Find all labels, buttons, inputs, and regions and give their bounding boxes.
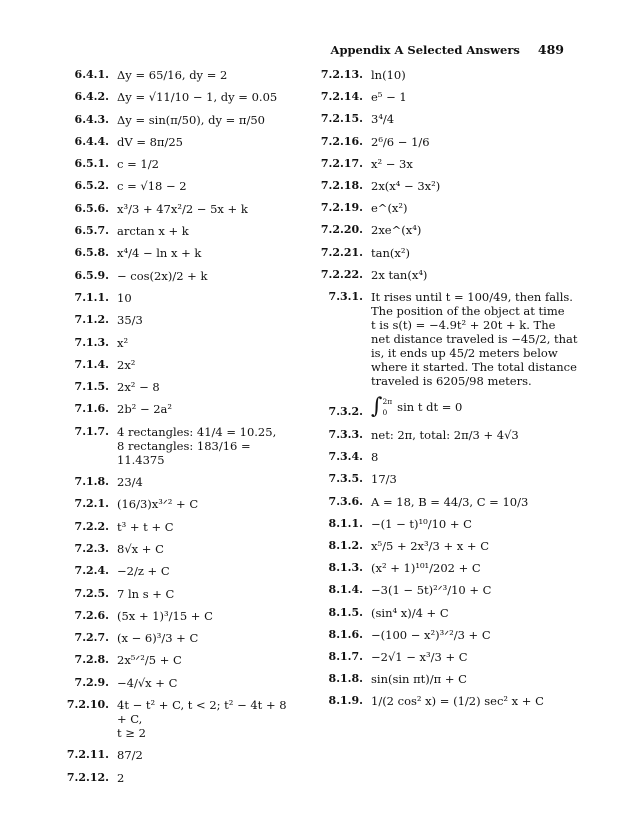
- answer-number: 6.4.2.: [74, 90, 109, 104]
- answer-text: [371, 68, 588, 82]
- answer-text: [117, 748, 294, 762]
- answer-number: 8.1.7.: [328, 649, 363, 663]
- answer-line: −(100 − x²)³ᐟ²/3 + C: [371, 627, 491, 642]
- answer-entry: [46, 653, 294, 667]
- answer-number: 6.5.7.: [74, 224, 109, 238]
- answer-line: tan(x²): [371, 245, 410, 260]
- integral-lower-limit: 0: [382, 408, 388, 418]
- answer-entry: [300, 223, 588, 237]
- answer-entry: [46, 587, 294, 601]
- answer-number: 7.1.4.: [74, 357, 109, 371]
- answer-line: sin(sin πt)/π + C: [371, 672, 467, 687]
- answer-entry: [300, 157, 588, 171]
- answer-line: where it started. The total distance: [371, 359, 577, 374]
- answer-number: 7.3.5.: [328, 472, 363, 486]
- answer-entry: [46, 425, 294, 467]
- answer-number: 7.2.16.: [320, 134, 363, 148]
- answer-entry: [46, 68, 294, 82]
- answer-text: [117, 336, 294, 350]
- answer-number: 6.4.4.: [74, 134, 109, 148]
- answer-line: (sin⁴ x)/4 + C: [371, 605, 449, 620]
- answer-text: [371, 157, 588, 171]
- answer-line: is, it ends up 45/2 meters below: [371, 345, 558, 360]
- answer-number: 8.1.9.: [328, 694, 363, 708]
- answer-text: [117, 113, 294, 127]
- answer-number: 7.1.7.: [74, 424, 109, 438]
- answer-text: [117, 313, 294, 327]
- answer-line: 3⁴/4: [371, 112, 395, 127]
- answer-line: Δy = sin(π/50), dy = π/50: [117, 112, 265, 127]
- answer-text: [371, 606, 588, 620]
- answer-line: x⁵/5 + 2x³/3 + x + C: [371, 539, 490, 553]
- answer-line: 2x(x⁴ − 3x²): [371, 178, 441, 193]
- answer-line: 23/4: [117, 475, 143, 490]
- answer-text: [117, 157, 294, 171]
- answer-entry-integral: [300, 396, 588, 419]
- answer-text: [371, 672, 588, 686]
- answer-entry: [300, 428, 588, 442]
- answer-entry: [46, 380, 294, 394]
- answer-text: [371, 472, 588, 486]
- answer-number: 7.2.5.: [74, 586, 109, 600]
- answer-text: [371, 246, 588, 260]
- answer-number: 7.2.11.: [66, 748, 109, 762]
- answer-line: x²: [117, 335, 129, 350]
- answer-line: 8 rectangles: 183/16 = 11.4375: [117, 438, 251, 467]
- answer-text: [117, 698, 294, 740]
- answer-line: t is s(t) = −4.9t² + 20t + k. The: [371, 317, 556, 332]
- answer-line: The position of the object at time: [371, 303, 565, 318]
- answer-line: x² − 3x: [371, 156, 413, 171]
- answer-entry: [300, 179, 588, 193]
- answer-line: −2/z + C: [117, 564, 170, 579]
- answer-entry: [46, 313, 294, 327]
- answer-text: [371, 268, 588, 282]
- answer-text: [117, 224, 294, 238]
- answer-number: 7.2.12.: [66, 770, 109, 784]
- answer-entry: [46, 90, 294, 104]
- answer-number: 7.2.14.: [320, 90, 363, 104]
- answer-text: [371, 396, 588, 418]
- answer-number: 7.2.7.: [74, 631, 109, 645]
- answer-entry: [46, 497, 294, 511]
- answer-line: (x² + 1)¹⁰¹/202 + C: [371, 561, 481, 576]
- answer-number: 7.2.4.: [74, 564, 109, 578]
- answer-entry: [300, 539, 588, 553]
- answer-entry: [46, 698, 294, 740]
- page-header: [331, 42, 564, 57]
- answer-text: [117, 520, 294, 534]
- answer-entry: [300, 90, 588, 104]
- answer-number: 7.1.3.: [74, 335, 109, 349]
- answer-entry: [300, 517, 588, 531]
- answer-line: net distance traveled is −45/2, that: [371, 331, 578, 346]
- answer-number: 7.1.2.: [74, 313, 109, 327]
- answer-number: 6.5.9.: [74, 268, 109, 282]
- answer-line: t³ + t + C: [117, 519, 174, 534]
- answer-entry: [46, 246, 294, 260]
- answer-entry: [46, 157, 294, 171]
- answer-entry: [300, 472, 588, 486]
- answer-text: [117, 631, 294, 645]
- answer-text: [117, 425, 294, 467]
- answer-text: [117, 179, 294, 193]
- answer-line: x³/3 + 47x²/2 − 5x + k: [117, 201, 248, 216]
- answer-number: 6.4.3.: [74, 112, 109, 126]
- answer-text: [371, 517, 588, 531]
- answer-number: 6.5.8.: [74, 246, 109, 260]
- answer-line: 2⁶/6 − 1/6: [371, 134, 430, 149]
- answer-entry: [46, 113, 294, 127]
- answer-entry: [46, 179, 294, 193]
- answer-line: (x − 6)³/3 + C: [117, 631, 199, 646]
- answer-entry: [300, 135, 588, 149]
- answer-number: 7.3.1.: [328, 289, 363, 303]
- answer-number: 7.2.3.: [74, 541, 109, 555]
- answer-entry: [46, 676, 294, 690]
- answer-line: (16/3)x³ᐟ² + C: [117, 497, 199, 512]
- answer-number: 8.1.6.: [328, 627, 363, 641]
- answer-line: 8√x + C: [117, 541, 164, 556]
- answer-number: 6.5.2.: [74, 179, 109, 193]
- answer-line: 2x² − 8: [117, 380, 160, 395]
- answer-number: 7.3.4.: [328, 450, 363, 464]
- answer-text: [117, 497, 294, 511]
- answer-text: [371, 561, 588, 575]
- answer-text: [117, 587, 294, 601]
- answer-text: [371, 539, 588, 553]
- answer-number: 7.3.2.: [328, 405, 363, 419]
- answer-text: [371, 495, 588, 509]
- answer-line: 10: [117, 290, 132, 305]
- answer-line: 2x tan(x⁴): [371, 267, 428, 282]
- answer-entry: [46, 135, 294, 149]
- answer-line: arctan x + k: [117, 224, 189, 239]
- answer-number: 7.2.22.: [320, 267, 363, 281]
- answer-line: t ≥ 2: [117, 726, 146, 741]
- answer-entry: [46, 609, 294, 623]
- answer-entry: [46, 224, 294, 238]
- answer-entry: [46, 358, 294, 372]
- answer-text: [117, 135, 294, 149]
- right-answer-list-bottom: [300, 428, 588, 708]
- answer-number: 7.2.19.: [320, 201, 363, 215]
- answer-text: [371, 290, 588, 388]
- answer-text: [371, 450, 588, 464]
- answer-entry: [300, 672, 588, 686]
- answer-entry: [300, 628, 588, 642]
- answer-line: c = √18 − 2: [117, 179, 187, 194]
- answer-line: e⁵ − 1: [371, 90, 407, 105]
- answer-number: 7.2.2.: [74, 519, 109, 533]
- answer-line: 35/3: [117, 313, 143, 328]
- answer-text: [371, 694, 588, 708]
- answer-line: 8: [371, 450, 379, 465]
- answer-line: 7 ln s + C: [117, 586, 175, 601]
- answer-line: x⁴/4 − ln x + k: [117, 246, 202, 261]
- answer-line: 4t − t² + C, t < 2; t² − 4t + 8 + C,: [117, 698, 287, 727]
- answer-entry: [300, 450, 588, 464]
- answer-entry: [46, 542, 294, 556]
- integral-sign: ∫: [371, 394, 383, 420]
- answer-line: traveled is 6205/98 meters.: [371, 373, 532, 388]
- answer-text: [371, 112, 588, 126]
- answer-text: [117, 609, 294, 623]
- answer-text: [117, 475, 294, 489]
- answer-line: (5x + 1)³/15 + C: [117, 608, 213, 623]
- answer-entry: [46, 402, 294, 416]
- answer-entry: [300, 268, 588, 282]
- integral-upper-limit: 2π: [382, 397, 393, 407]
- answer-text: [117, 676, 294, 690]
- answer-number: 7.2.18.: [320, 178, 363, 192]
- answer-line: 87/2: [117, 748, 143, 763]
- answer-text: [117, 269, 294, 283]
- answer-line: e^(x²): [371, 201, 408, 216]
- answer-number: 8.1.5.: [328, 605, 363, 619]
- answer-entry: [46, 748, 294, 762]
- answer-number: 7.2.15.: [320, 112, 363, 126]
- answer-entry: [300, 290, 588, 388]
- answer-text: [117, 246, 294, 260]
- answer-text: [117, 291, 294, 305]
- answer-text: [371, 135, 588, 149]
- answer-entry: [300, 606, 588, 620]
- answer-number: 7.2.21.: [320, 245, 363, 259]
- answer-number: 7.2.1.: [74, 497, 109, 511]
- answer-line: −(1 − t)¹⁰/10 + C: [371, 516, 472, 531]
- page-number: 489: [537, 42, 564, 57]
- answer-number: 7.2.9.: [74, 675, 109, 689]
- answer-entry: [300, 650, 588, 664]
- answer-entry: [46, 475, 294, 489]
- answer-text: [371, 201, 588, 215]
- right-answer-list-top: [300, 68, 588, 388]
- answer-text: [117, 358, 294, 372]
- answer-line: −2√1 − x³/3 + C: [371, 649, 468, 664]
- answer-line: 2b² − 2a²: [117, 402, 173, 417]
- answer-number: 7.2.8.: [74, 653, 109, 667]
- answer-entry: [300, 583, 588, 597]
- answer-text: [371, 428, 588, 442]
- answer-number: 7.2.10.: [66, 698, 109, 712]
- answer-entry: [46, 269, 294, 283]
- answer-entry: [300, 112, 588, 126]
- answer-number: 7.2.20.: [320, 223, 363, 237]
- answer-entry: [300, 201, 588, 215]
- answer-number: 8.1.3.: [328, 561, 363, 575]
- answer-entry: [46, 202, 294, 216]
- left-answer-column: [46, 68, 294, 793]
- answer-number: 7.3.3.: [328, 428, 363, 442]
- answer-text: [371, 90, 588, 104]
- answer-line: 2xe^(x⁴): [371, 223, 422, 238]
- answer-entry: [300, 495, 588, 509]
- answer-number: 7.1.8.: [74, 475, 109, 489]
- answer-number: 6.5.1.: [74, 157, 109, 171]
- answer-line: Δy = 65/16, dy = 2: [117, 68, 228, 82]
- answer-entry: [300, 561, 588, 575]
- answer-entry: [46, 291, 294, 305]
- answer-number: 8.1.4.: [328, 583, 363, 597]
- answer-number: 7.3.6.: [328, 494, 363, 508]
- answer-entry: [46, 520, 294, 534]
- answer-text: [117, 402, 294, 416]
- answer-line: −3(1 − 5t)²ᐟ³/10 + C: [371, 583, 492, 598]
- answer-line: Δy = √11/10 − 1, dy = 0.05: [117, 90, 278, 105]
- answer-line: 2x²: [117, 357, 136, 372]
- answer-line: net: 2π, total: 2π/3 + 4√3: [371, 428, 519, 443]
- answer-number: 7.1.1.: [74, 290, 109, 304]
- answer-text: [117, 542, 294, 556]
- answer-text: [117, 90, 294, 104]
- answer-line: c = 1/2: [117, 157, 159, 172]
- answer-text: [117, 380, 294, 394]
- header-title: Appendix A Selected Answers: [330, 43, 520, 57]
- answer-number: 8.1.8.: [328, 672, 363, 686]
- answer-number: 7.1.6.: [74, 402, 109, 416]
- right-answer-column: [300, 68, 588, 717]
- answer-text: [371, 223, 588, 237]
- answer-line: 2x⁵ᐟ²/5 + C: [117, 653, 182, 668]
- answer-line: ln(10): [371, 68, 406, 82]
- answer-text: [371, 179, 588, 193]
- answer-line: − cos(2x)/2 + k: [117, 268, 208, 283]
- answer-number: 6.4.1.: [74, 68, 109, 81]
- answer-number: 7.2.13.: [320, 68, 363, 81]
- answer-entry: [300, 246, 588, 260]
- answer-number: 7.2.6.: [74, 608, 109, 622]
- answer-text: [371, 628, 588, 642]
- answer-text: [371, 583, 588, 597]
- answer-line: A = 18, B = 44/3, C = 10/3: [371, 494, 529, 509]
- answer-line: 1/(2 cos² x) = (1/2) sec² x + C: [371, 694, 544, 709]
- answer-number: 8.1.1.: [328, 516, 363, 530]
- answer-line: −4/√x + C: [117, 675, 178, 690]
- answer-number: 8.1.2.: [328, 539, 363, 552]
- answer-text: [117, 564, 294, 578]
- answer-text: [117, 653, 294, 667]
- answer-text: [117, 68, 294, 82]
- answer-entry: [46, 564, 294, 578]
- answer-entry: [300, 68, 588, 82]
- integrand: sin t dt = 0: [397, 400, 463, 415]
- answer-line: 2: [117, 770, 125, 785]
- answer-entry: [46, 771, 294, 785]
- answer-line: It rises until t = 100/49, then falls.: [371, 289, 573, 304]
- answer-text: [371, 650, 588, 664]
- answer-entry: [300, 694, 588, 708]
- answer-text: [117, 771, 294, 785]
- answer-line: dV = 8π/25: [117, 134, 183, 149]
- answer-number: 7.2.17.: [320, 156, 363, 170]
- answer-number: 7.1.5.: [74, 380, 109, 394]
- answer-line: 4 rectangles: 41/4 = 10.25,: [117, 424, 277, 439]
- answer-text: [117, 202, 294, 216]
- answer-line: 17/3: [371, 472, 397, 487]
- answer-number: 6.5.6.: [74, 201, 109, 215]
- answer-entry: [46, 631, 294, 645]
- answer-entry: [46, 336, 294, 350]
